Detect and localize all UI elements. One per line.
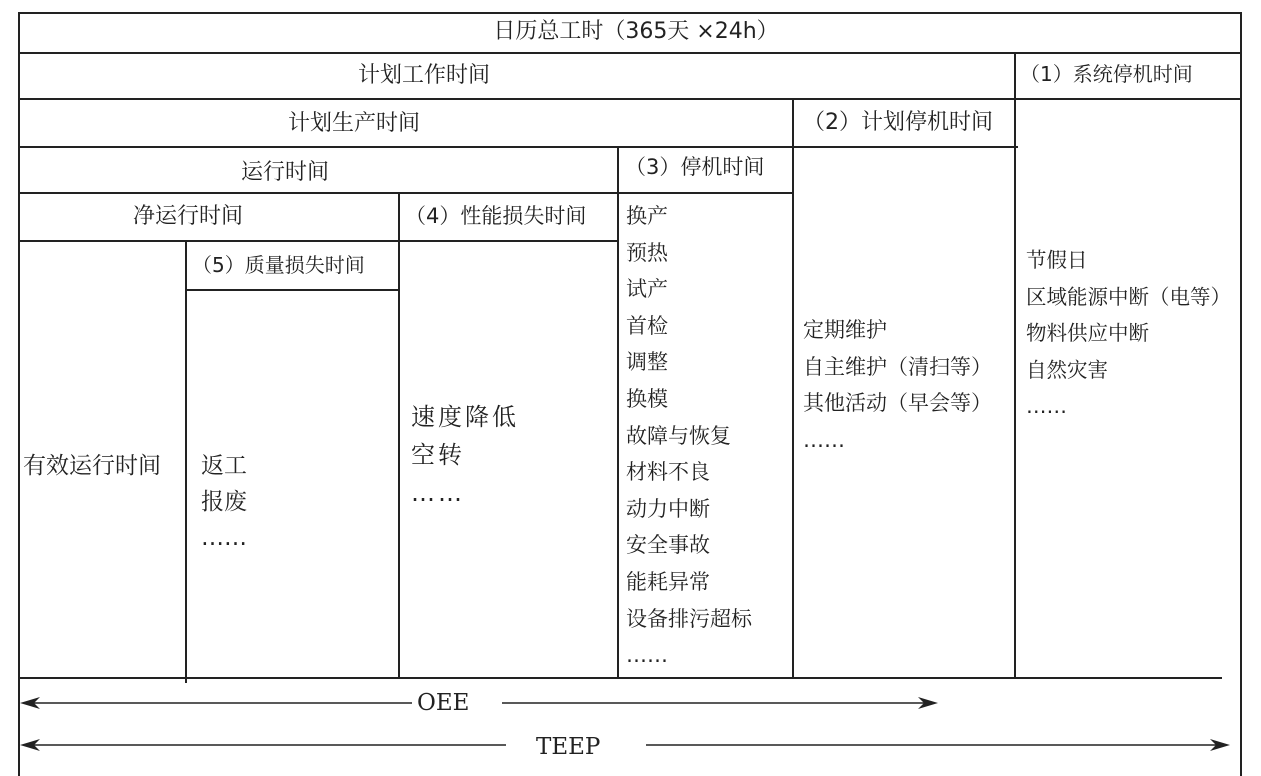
list-item: 其他活动（早会等） — [803, 391, 992, 416]
calendar-total-time-label: 日历总工时（365天 ×24h） — [493, 19, 779, 44]
list-item: 能耗异常 — [626, 569, 710, 594]
outer-left-border — [18, 12, 20, 776]
quality-loss-list — [201, 448, 247, 556]
quality-divider — [185, 240, 187, 683]
table-bottom-border — [18, 677, 1222, 679]
row5-divider — [18, 240, 619, 242]
list-item: 速度降低 — [411, 403, 519, 431]
row1-divider — [18, 52, 1242, 54]
system-downtime-list — [1026, 242, 1231, 425]
system-downtime-divider — [1014, 52, 1016, 677]
list-item: 报废 — [201, 489, 247, 515]
planned-work-time-label: 计划工作时间 — [357, 63, 491, 88]
downtime-label: （3）停机时间 — [625, 155, 765, 179]
planned-production-time-label: 计划生产时间 — [287, 111, 421, 136]
planned-downtime-label: （2）计划停机时间 — [803, 110, 993, 135]
list-item: 物料供应中断 — [1026, 321, 1149, 346]
top-border — [18, 12, 1242, 14]
outer-right-border — [1240, 12, 1242, 776]
downtime-cause-list — [626, 198, 752, 674]
system-downtime-label: （1）系统停机时间 — [1020, 62, 1193, 86]
list-item: 返工 — [201, 453, 247, 479]
list-item: 换产 — [626, 204, 668, 228]
list-item: 定期维护 — [803, 318, 887, 342]
list-item: …… — [803, 427, 845, 452]
row2-divider — [18, 98, 1242, 100]
list-item: 节假日 — [1026, 248, 1088, 272]
list-item: 自然灾害 — [1026, 357, 1108, 382]
effective-run-time-label: 有效运行时间 — [23, 453, 161, 479]
list-item: …… — [201, 525, 247, 551]
list-item: 空转 — [411, 441, 465, 469]
teep-label: TEEP — [532, 736, 604, 759]
quality-loss-label: （5）质量损失时间 — [192, 253, 365, 277]
list-item: 换模 — [626, 386, 668, 411]
row3-divider — [18, 146, 1018, 148]
run-time-label: 运行时间 — [240, 160, 330, 185]
list-item: 首检 — [626, 313, 668, 338]
list-item: …… — [626, 643, 668, 668]
list-item: …… — [1026, 394, 1067, 419]
performance-loss-list — [411, 398, 519, 512]
planned-downtime-list — [803, 312, 992, 458]
quality-header-divider — [185, 289, 400, 291]
list-item: 材料不良 — [626, 460, 710, 485]
list-item: 区域能源中断（电等） — [1026, 284, 1231, 309]
list-item: 动力中断 — [626, 496, 710, 521]
oee-label: OEE — [413, 692, 473, 715]
list-item: 故障与恢复 — [626, 423, 731, 448]
performance-divider — [398, 192, 400, 677]
planned-downtime-divider — [792, 98, 794, 677]
downtime-divider — [617, 146, 619, 677]
list-item: …… — [411, 479, 465, 507]
performance-loss-label: （4）性能损失时间 — [405, 204, 587, 228]
list-item: 安全事故 — [626, 533, 710, 558]
list-item: 设备排污超标 — [626, 606, 752, 631]
row4-divider — [18, 192, 794, 194]
list-item: 调整 — [626, 350, 668, 375]
list-item: 自主维护（清扫等） — [803, 354, 992, 379]
list-item: 预热 — [626, 240, 668, 265]
net-run-time-label: 净运行时间 — [132, 204, 244, 229]
list-item: 试产 — [626, 277, 668, 302]
